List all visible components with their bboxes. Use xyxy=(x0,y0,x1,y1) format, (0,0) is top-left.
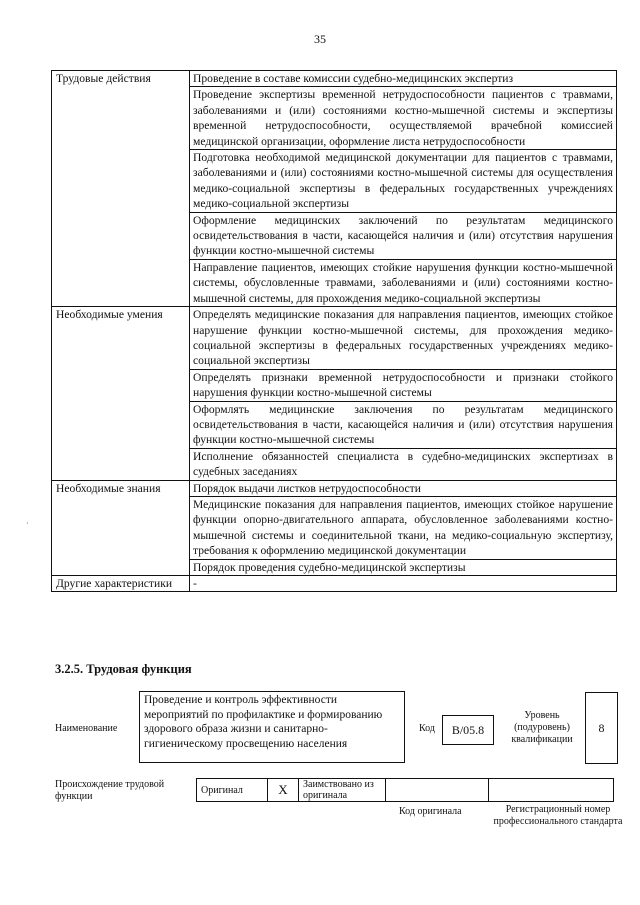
table-cell: Порядок проведения судебно-медицинской экспертизы xyxy=(190,559,617,575)
table-cell: Оформлять медицинские заключения по результатам медицинского освидетельствования в части, касающейся наличия и (или) отсутствия нарушения функции костно-мышечной системы xyxy=(190,401,617,448)
table-cell: Подготовка необходимой медицинской документации для пациентов с травмами, заболеваниями и (или) состояниями костно-мышечной системы для осуществления медико-социальной экспертизы в федеральных государственных учреждениях медико-социальной экспертизы xyxy=(190,150,617,213)
table-row xyxy=(52,576,617,592)
qualification-level-value: 8 xyxy=(585,692,618,764)
table-row xyxy=(52,71,617,87)
section-title: 3.2.5. Трудовая функция xyxy=(55,662,192,676)
table-cell: Медицинские показания для направления пациентов, имеющих стойкое нарушение функции опорно-двигательного аппарата, обусловленное заболеваниями костно-мышечной системы и соединительной ткани, на медико-социальную экспертизу, требования к оформлению медицинской документации xyxy=(190,496,617,559)
origin-original-label: Оригинал xyxy=(197,779,268,802)
margin-mark: · xyxy=(26,519,29,528)
row-label-knowledge: Необходимые знания xyxy=(52,480,190,575)
function-name-value: Проведение и контроль эффективности мероприятий по профилактике и формированию здорового образа жизни и санитарно-гигиеническому просвещению населения xyxy=(139,691,405,763)
table-row xyxy=(197,779,614,802)
row-label-other: Другие характеристики xyxy=(52,576,190,592)
function-code-value: В/05.8 xyxy=(442,715,494,745)
table-cell: Оформление медицинских заключений по результатам медицинского освидетельствования в части, касающейся наличия и (или) отсутствия нарушения функции костно-мышечной системы xyxy=(190,212,617,259)
table-cell: Определять медицинские показания для направления пациентов, имеющих стойкое нарушение функции костно-мышечной системы, для прохождения медико-социальной экспертизы в федеральных государственных учреждениях медико-социальной экспертизы xyxy=(190,307,617,370)
origin-table xyxy=(196,778,614,802)
table-cell: Определять признаки временной нетрудоспособности и признаки стойкого нарушения функции костно-мышечной системы xyxy=(190,369,617,401)
table-cell: - xyxy=(190,576,617,592)
origin-borrowed-label: Заимствовано из оригинала xyxy=(299,779,386,802)
table-cell: Исполнение обязанностей специалиста в судебно-медицинских экспертизах в судебных заседаниях xyxy=(190,448,617,480)
table-cell: Направление пациентов, имеющих стойкие нарушения функции костно-мышечной системы, обусловленные травмами, заболеваниями и (или) состояниями костно-мышечной системы, для прохождения медико-социальной экспертизы xyxy=(190,259,617,306)
origin-reg-cell xyxy=(489,779,614,802)
table-row xyxy=(52,480,617,496)
origin-label: Происхождение трудовой функции xyxy=(55,779,165,802)
function-code-label: Код xyxy=(419,723,435,734)
origin-reg-caption: Регистрационный номер профессионального стандарта xyxy=(493,804,623,827)
row-label-skills: Необходимые умения xyxy=(52,307,190,480)
table-row xyxy=(52,307,617,370)
table-cell: Проведение в составе комиссии судебно-медицинских экспертиз xyxy=(190,71,617,87)
row-label-labor-actions: Трудовые действия xyxy=(52,71,190,307)
labor-functions-table xyxy=(51,70,617,592)
page-number: 35 xyxy=(314,32,326,46)
origin-code-cell xyxy=(386,779,489,802)
qualification-level-label: Уровень (подуровень) квалификации xyxy=(511,710,573,745)
table-cell: Порядок выдачи листков нетрудоспособности xyxy=(190,480,617,496)
table-cell: Проведение экспертизы временной нетрудоспособности пациентов с травмами, заболеваниями и (или) состояниями костно-мышечной системы и экспертизы временной нетрудоспособности, осуществляемой врачебной комиссией медицинской организации, оформление листа нетрудоспособности xyxy=(190,87,617,150)
origin-original-mark: X xyxy=(268,779,299,802)
function-name-label: Наименование xyxy=(55,723,118,734)
origin-code-caption: Код оригинала xyxy=(399,806,462,817)
